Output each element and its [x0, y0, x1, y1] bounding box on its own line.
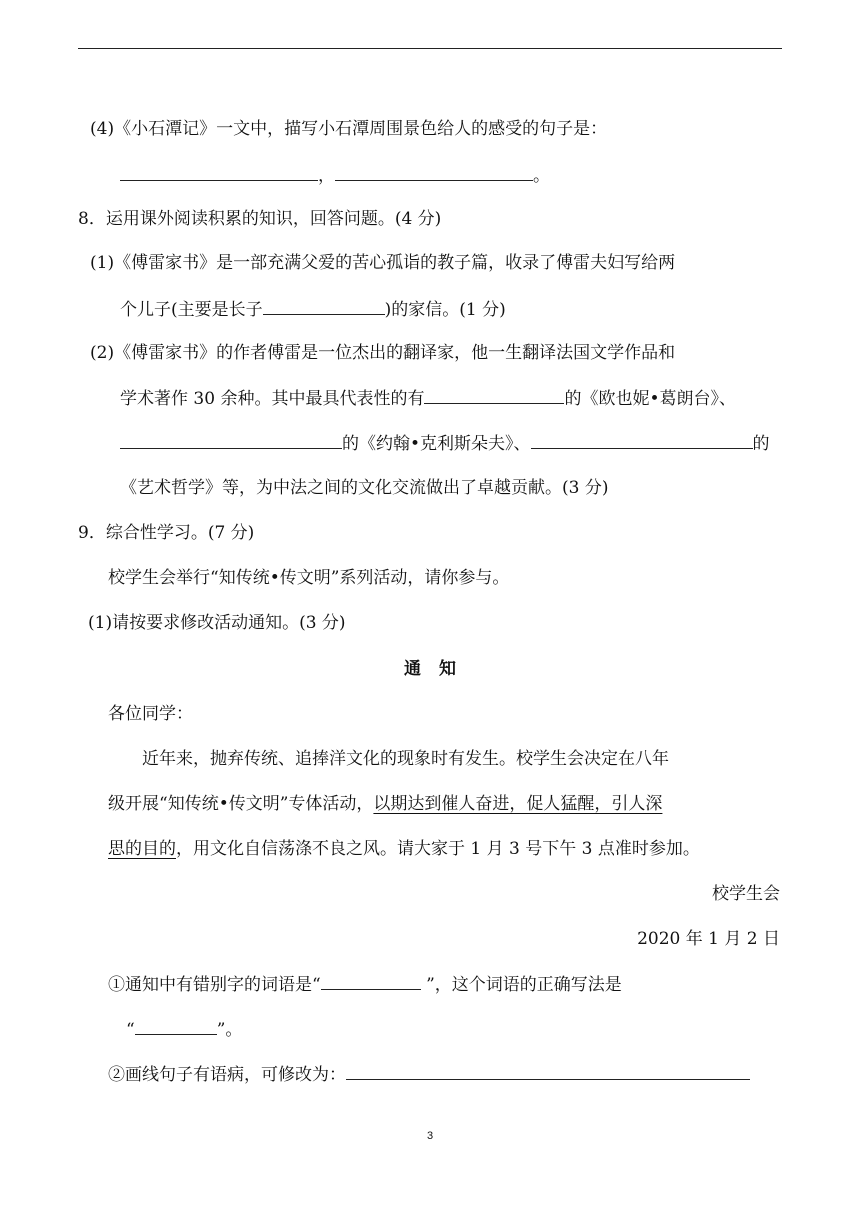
notice-body-line2: 级开展“知传统•传文明”专体活动，以期达到催人奋进，促人猛醒，引人深	[108, 794, 663, 814]
underlined-sentence: 思的目的	[108, 839, 176, 859]
notice-title: 通知	[404, 659, 474, 679]
answer-blank[interactable]	[335, 164, 533, 181]
q8-2-line2: 学术著作 30 余种。其中最具代表性的有 的《欧也妮•葛朗台》、	[120, 389, 736, 409]
answer-blank[interactable]	[424, 387, 564, 404]
notice-date: 2020 年 1 月 2 日	[637, 929, 780, 949]
answer-blank[interactable]	[120, 164, 318, 181]
answer-blank[interactable]	[120, 432, 342, 449]
q9-heading: 9．综合性学习。(7 分)	[78, 523, 255, 543]
q8-heading: 8．运用课外阅读积累的知识，回答问题。(4 分)	[78, 209, 442, 229]
underlined-sentence: 以期达到催人奋进，促人猛醒，引人深	[373, 794, 663, 814]
q9-1-question2: ②画线句子有语病，可修改为：	[108, 1063, 750, 1086]
answer-blank[interactable]	[135, 1018, 217, 1035]
header-rule	[78, 48, 782, 49]
q8-2-line3: 的《约翰•克利斯朵夫》、 的	[120, 432, 770, 455]
notice-signature: 校学生会	[712, 884, 780, 904]
answer-blank[interactable]	[263, 298, 385, 315]
notice-body-line1: 近年来，抛弃传统、追捧洋文化的现象时有发生。校学生会决定在八年	[142, 749, 669, 769]
q9-1-question1-cont: “ ”。	[126, 1020, 243, 1040]
notice-salutation: 各位同学：	[108, 704, 193, 724]
answer-blank[interactable]	[321, 973, 421, 990]
q8-1-line2: 个儿子(主要是长子 )的家信。(1 分)	[120, 300, 506, 320]
q9-intro: 校学生会举行“知传统•传文明”系列活动，请你参与。	[108, 568, 510, 588]
q8-2-line4: 《艺术哲学》等，为中法之间的文化交流做出了卓越贡献。(3 分)	[120, 478, 609, 498]
q8-2-line1: (2)《傅雷家书》的作者傅雷是一位杰出的翻译家，他一生翻译法国文学作品和	[90, 343, 676, 363]
q7-4-answer-line: ， 。	[120, 164, 550, 187]
page-number: 3	[426, 1130, 434, 1142]
answer-blank[interactable]	[531, 432, 753, 449]
q9-sub1: (1)请按要求修改活动通知。(3 分)	[88, 613, 346, 633]
q8-1-line1: (1)《傅雷家书》是一部充满父爱的苦心孤诣的教子篇，收录了傅雷夫妇写给两	[90, 253, 676, 273]
q7-4-text: (4)《小石潭记》一文中，描写小石潭周围景色给人的感受的句子是：	[90, 119, 608, 139]
notice-body-line3: 思的目的，用文化自信荡涤不良之风。请大家于 1 月 3 号下午 3 点准时参加。	[108, 839, 700, 859]
answer-blank[interactable]	[346, 1063, 750, 1080]
q9-1-question1: ①通知中有错别字的词语是“ ”，这个词语的正确写法是	[108, 975, 622, 995]
